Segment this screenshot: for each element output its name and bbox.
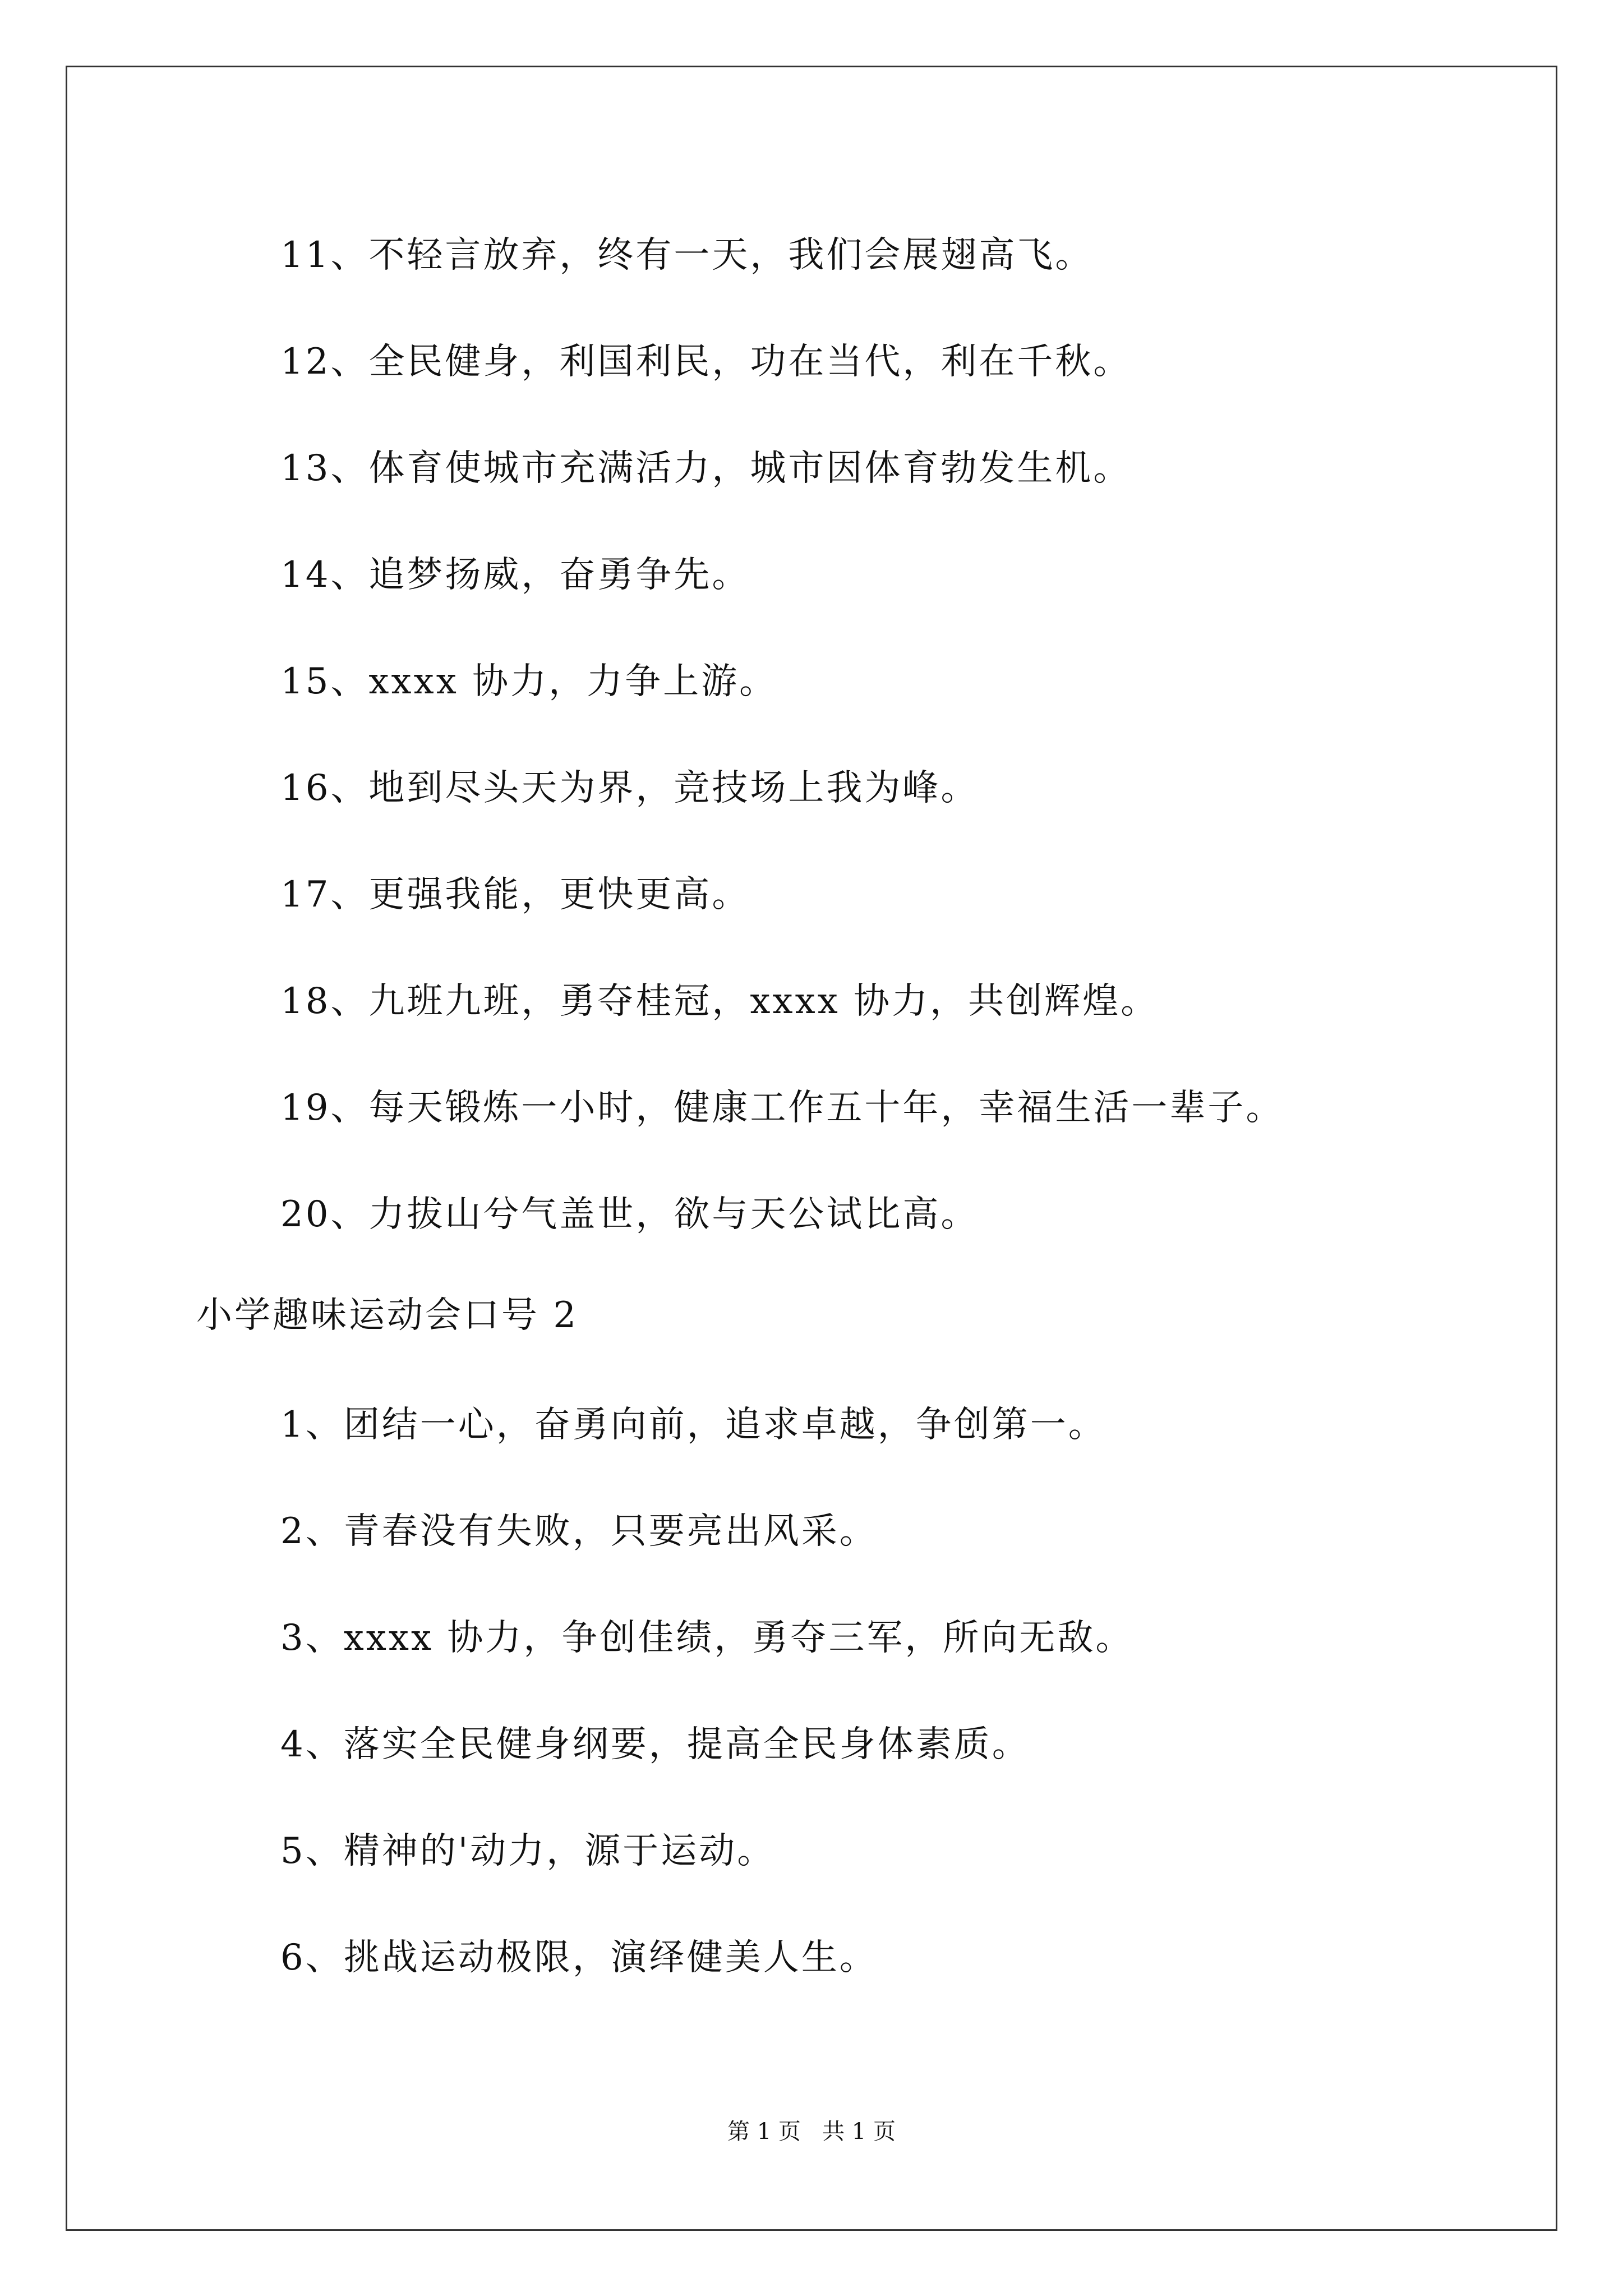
slogan-item: 11、不轻言放弃，终有一天，我们会展翅高飞。 (280, 234, 1094, 276)
slogan-item: 3、xxxx 协力，争创佳绩，勇夺三军，所向无敌。 (280, 1617, 1134, 1659)
slogan-item: 19、每天锻炼一小时，健康工作五十年，幸福生活一辈子。 (280, 1087, 1284, 1129)
slogan-item: 12、全民健身，利国利民，功在当代，利在千秋。 (280, 341, 1132, 383)
slogan-item: 15、xxxx 协力，力争上游。 (280, 661, 778, 702)
section-heading: 小学趣味运动会口号 2 (196, 1295, 579, 1336)
slogan-item: 13、体育使城市充满活力，城市因体育勃发生机。 (280, 448, 1132, 489)
page-footer: 第 1 页 共 1 页 (727, 2119, 896, 2145)
slogan-item: 16、地到尽头天为界，竞技场上我为峰。 (280, 767, 979, 809)
slogan-item: 20、力拔山兮气盖世，欲与天公试比高。 (280, 1194, 979, 1235)
page-frame (66, 66, 1557, 2231)
document-body (67, 67, 1556, 2229)
slogan-item: 17、更强我能，更快更高。 (280, 874, 750, 915)
slogan-item: 6、挑战运动极限，演绎健美人生。 (280, 1937, 878, 1978)
slogan-item: 4、落实全民健身纲要，提高全民身体素质。 (280, 1724, 1030, 1765)
slogan-item: 18、九班九班，勇夺桂冠，xxxx 协力，共创辉煌。 (280, 981, 1159, 1022)
slogan-item: 5、精神的'动力，源于运动。 (280, 1830, 776, 1872)
slogan-item: 2、青春没有失败，只要亮出风采。 (280, 1511, 878, 1552)
slogan-item: 1、团结一心，奋勇向前，追求卓越，争创第一。 (280, 1404, 1106, 1446)
slogan-item: 14、追梦扬威，奋勇争先。 (280, 554, 750, 596)
